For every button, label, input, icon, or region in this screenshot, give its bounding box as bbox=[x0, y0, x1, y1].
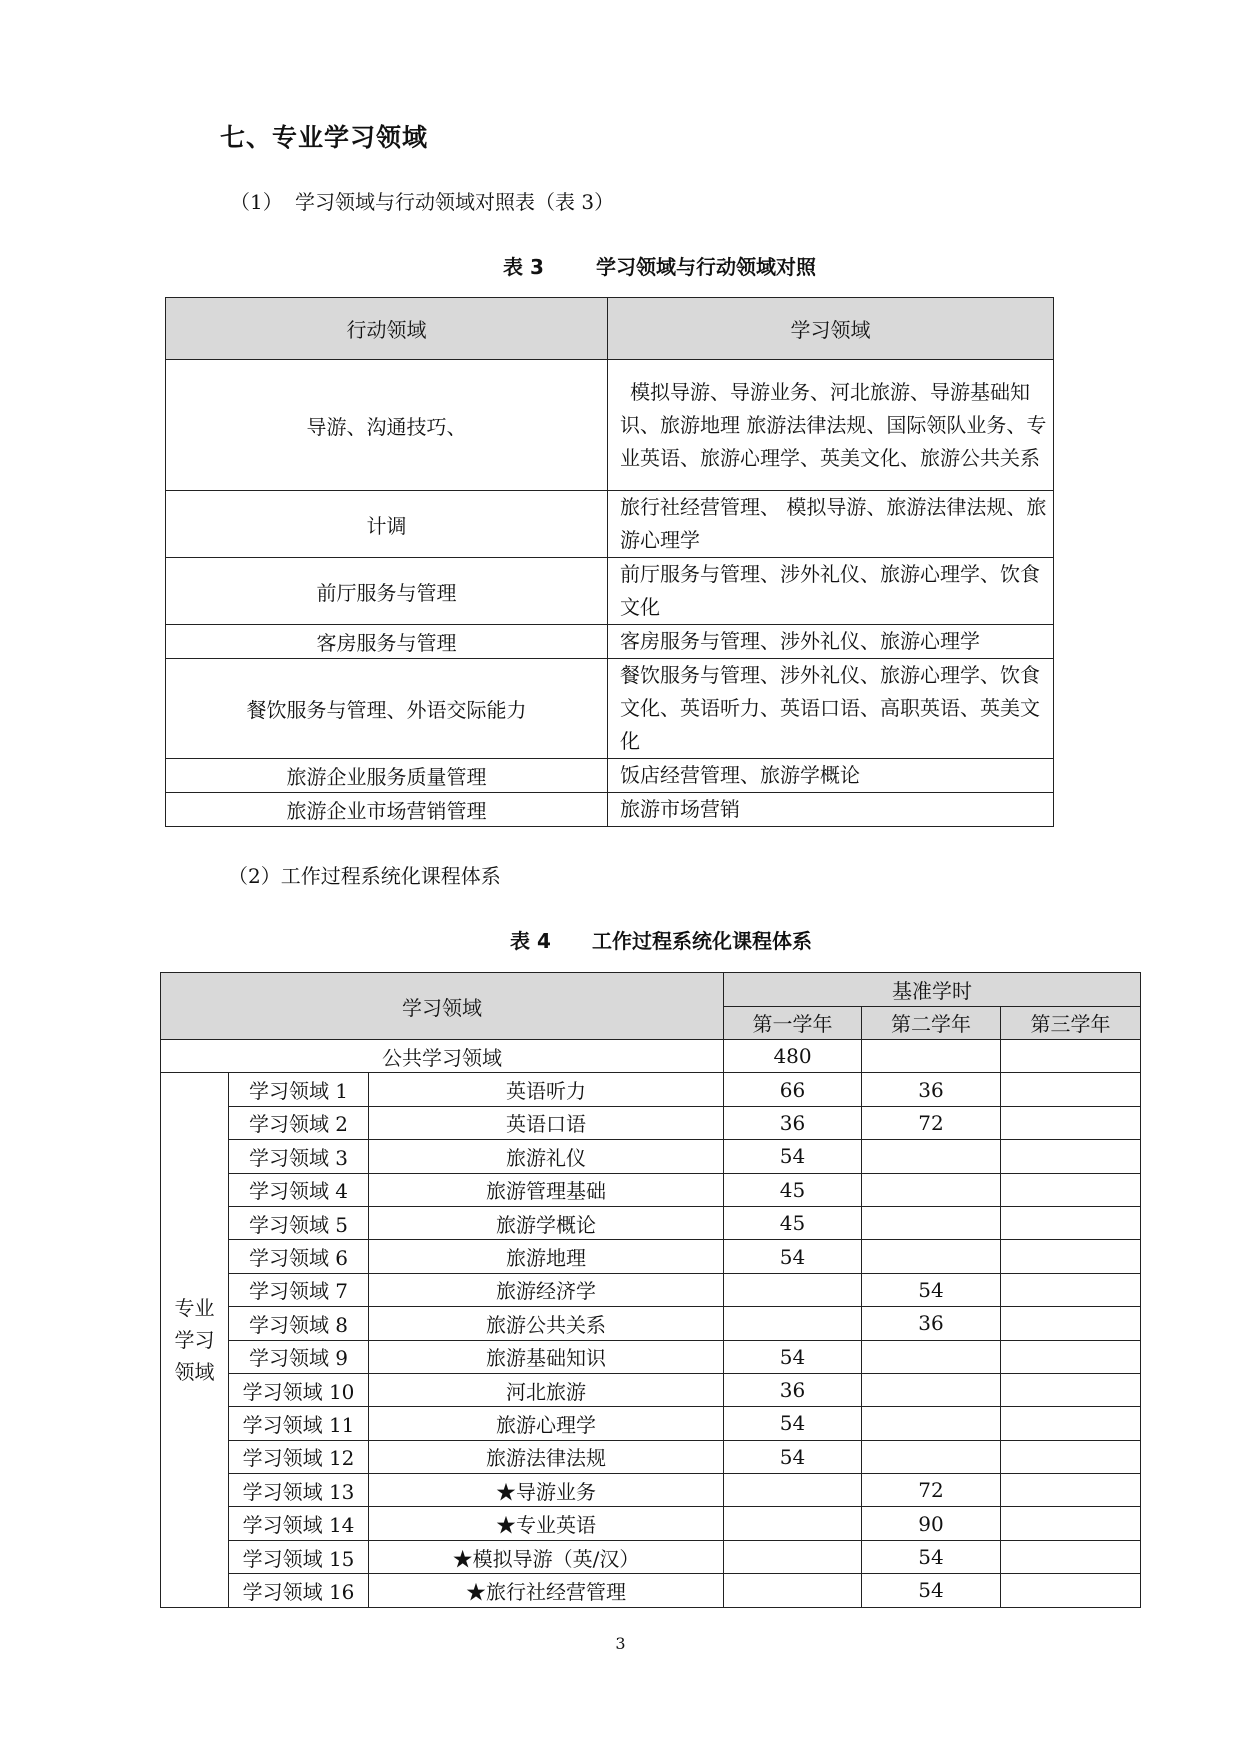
table-row bbox=[161, 1540, 1141, 1573]
hours-year-2 bbox=[862, 1340, 1001, 1373]
table-row bbox=[161, 1507, 1141, 1540]
hours-year-3 bbox=[1001, 1540, 1141, 1573]
learning-area-id: 学习领域 10 bbox=[229, 1373, 369, 1406]
hours-year-3 bbox=[1001, 1240, 1141, 1273]
table4-header-year-1: 第一学年 bbox=[724, 1006, 862, 1040]
table-row bbox=[161, 1340, 1141, 1373]
course-name: ★旅行社经营管理 bbox=[369, 1574, 724, 1607]
hours-year-2 bbox=[862, 1206, 1001, 1239]
table-row bbox=[161, 1106, 1141, 1139]
hours-year-1: 54 bbox=[724, 1240, 862, 1273]
course-name: 旅游管理基础 bbox=[369, 1173, 724, 1206]
table-row bbox=[161, 1407, 1141, 1440]
public-area-label: 公共学习领域 bbox=[161, 1040, 724, 1073]
course-name: 旅游心理学 bbox=[369, 1407, 724, 1440]
hours-year-3 bbox=[1001, 1440, 1141, 1473]
hours-year-3 bbox=[1001, 1474, 1141, 1507]
table-row bbox=[166, 625, 1054, 659]
hours-year-3 bbox=[1001, 1073, 1141, 1106]
hours-year-1: 45 bbox=[724, 1173, 862, 1206]
table-row bbox=[161, 1440, 1141, 1473]
learning-area-id: 学习领域 9 bbox=[229, 1340, 369, 1373]
hours-year-2: 72 bbox=[862, 1106, 1001, 1139]
course-name: ★模拟导游（英/汉） bbox=[369, 1540, 724, 1573]
learning-area-id: 学习领域 14 bbox=[229, 1507, 369, 1540]
action-domain-cell: 导游、沟通技巧、 bbox=[166, 360, 608, 491]
course-name: ★导游业务 bbox=[369, 1474, 724, 1507]
course-name: ★专业英语 bbox=[369, 1507, 724, 1540]
course-name: 旅游地理 bbox=[369, 1240, 724, 1273]
hours-year-3 bbox=[1001, 1106, 1141, 1139]
table4-header-year-2: 第二学年 bbox=[862, 1006, 1001, 1040]
learning-area-id: 学习领域 5 bbox=[229, 1206, 369, 1239]
hours-year-3 bbox=[1001, 1173, 1141, 1206]
hours-year-3 bbox=[1001, 1574, 1141, 1607]
table-row bbox=[161, 1273, 1141, 1306]
table-row bbox=[161, 1574, 1141, 1607]
table-4 bbox=[160, 972, 1141, 1608]
table-row bbox=[161, 1140, 1141, 1173]
hours-year-2: 36 bbox=[862, 1073, 1001, 1106]
hours-year-2: 54 bbox=[862, 1540, 1001, 1573]
hours-year-3 bbox=[1001, 1040, 1141, 1073]
subsection-2-title: （2）工作过程系统化课程体系 bbox=[228, 864, 501, 888]
learning-area-id: 学习领域 15 bbox=[229, 1540, 369, 1573]
hours-year-2 bbox=[862, 1240, 1001, 1273]
hours-year-1: 54 bbox=[724, 1140, 862, 1173]
learning-area-id: 学习领域 2 bbox=[229, 1106, 369, 1139]
professional-area-label bbox=[161, 1073, 229, 1607]
hours-year-2 bbox=[862, 1373, 1001, 1406]
hours-year-1 bbox=[724, 1307, 862, 1340]
course-name: 旅游法律法规 bbox=[369, 1440, 724, 1473]
table4-caption-number: 表 4 bbox=[510, 929, 551, 953]
hours-year-1: 66 bbox=[724, 1073, 862, 1106]
hours-year-2 bbox=[862, 1173, 1001, 1206]
course-name: 旅游礼仪 bbox=[369, 1140, 724, 1173]
section-heading: 七、专业学习领域 bbox=[220, 123, 429, 152]
learning-domain-cell: 前厅服务与管理、涉外礼仪、旅游心理学、饮食文化 bbox=[608, 558, 1054, 625]
learning-domain-cell: 客房服务与管理、涉外礼仪、旅游心理学 bbox=[608, 625, 1054, 659]
table3-header-learning: 学习领域 bbox=[608, 298, 1054, 360]
hours-year-1 bbox=[724, 1273, 862, 1306]
hours-year-1: 36 bbox=[724, 1373, 862, 1406]
hours-year-2: 54 bbox=[862, 1273, 1001, 1306]
learning-area-id: 学习领域 11 bbox=[229, 1407, 369, 1440]
table-row bbox=[166, 659, 1054, 759]
course-name: 英语听力 bbox=[369, 1073, 724, 1106]
learning-area-id: 学习领域 4 bbox=[229, 1173, 369, 1206]
table-row bbox=[161, 1206, 1141, 1239]
hours-year-2 bbox=[862, 1040, 1001, 1073]
hours-year-3 bbox=[1001, 1273, 1141, 1306]
hours-year-3 bbox=[1001, 1140, 1141, 1173]
hours-year-3 bbox=[1001, 1206, 1141, 1239]
table-row bbox=[161, 1040, 1141, 1073]
table-row bbox=[161, 1307, 1141, 1340]
table-row bbox=[161, 1373, 1141, 1406]
hours-year-3 bbox=[1001, 1373, 1141, 1406]
hours-year-3 bbox=[1001, 1340, 1141, 1373]
hours-year-1 bbox=[724, 1574, 862, 1607]
learning-domain-cell: 旅行社经营管理、 模拟导游、旅游法律法规、旅游心理学 bbox=[608, 491, 1054, 558]
subsection-1-number: （1） bbox=[230, 190, 283, 214]
hours-year-1: 54 bbox=[724, 1340, 862, 1373]
table-row bbox=[166, 558, 1054, 625]
learning-area-id: 学习领域 8 bbox=[229, 1307, 369, 1340]
hours-year-3 bbox=[1001, 1507, 1141, 1540]
learning-area-id: 学习领域 6 bbox=[229, 1240, 369, 1273]
table3-caption-number: 表 3 bbox=[503, 255, 544, 279]
hours-year-2 bbox=[862, 1440, 1001, 1473]
hours-year-2: 90 bbox=[862, 1507, 1001, 1540]
action-domain-cell: 旅游企业市场营销管理 bbox=[166, 793, 608, 827]
hours-year-2 bbox=[862, 1407, 1001, 1440]
table-row bbox=[166, 360, 1054, 491]
group-label-line: 专业 bbox=[174, 1296, 215, 1321]
course-name: 旅游学概论 bbox=[369, 1206, 724, 1239]
table4-header-hours: 基准学时 bbox=[724, 973, 1141, 1007]
table-3 bbox=[165, 297, 1054, 827]
table4-header-area: 学习领域 bbox=[161, 973, 724, 1040]
hours-year-1: 45 bbox=[724, 1206, 862, 1239]
learning-domain-cell: 饭店经营管理、旅游学概论 bbox=[608, 759, 1054, 793]
hours-year-1: 480 bbox=[724, 1040, 862, 1073]
learning-area-id: 学习领域 1 bbox=[229, 1073, 369, 1106]
course-name: 旅游公共关系 bbox=[369, 1307, 724, 1340]
table4-caption-title: 工作过程系统化课程体系 bbox=[592, 929, 812, 953]
hours-year-1: 54 bbox=[724, 1440, 862, 1473]
table-row bbox=[166, 491, 1054, 558]
learning-domain-cell: 餐饮服务与管理、涉外礼仪、旅游心理学、饮食文化、英语听力、英语口语、高职英语、英美文化 bbox=[608, 659, 1054, 759]
hours-year-1 bbox=[724, 1540, 862, 1573]
learning-area-id: 学习领域 7 bbox=[229, 1273, 369, 1306]
course-name: 英语口语 bbox=[369, 1106, 724, 1139]
learning-domain-cell: 旅游市场营销 bbox=[608, 793, 1054, 827]
table-row bbox=[161, 1073, 1141, 1106]
hours-year-1: 54 bbox=[724, 1407, 862, 1440]
hours-year-3 bbox=[1001, 1407, 1141, 1440]
hours-year-3 bbox=[1001, 1307, 1141, 1340]
hours-year-1 bbox=[724, 1507, 862, 1540]
table-row bbox=[161, 1240, 1141, 1273]
action-domain-cell: 前厅服务与管理 bbox=[166, 558, 608, 625]
page-number: 3 bbox=[615, 1634, 626, 1653]
hours-year-2: 36 bbox=[862, 1307, 1001, 1340]
hours-year-1 bbox=[724, 1474, 862, 1507]
action-domain-cell: 餐饮服务与管理、外语交际能力 bbox=[166, 659, 608, 759]
subsection-1-title: 学习领域与行动领域对照表（表 3） bbox=[295, 190, 615, 214]
hours-year-2: 54 bbox=[862, 1574, 1001, 1607]
group-label-line: 领域 bbox=[174, 1360, 215, 1385]
course-name: 河北旅游 bbox=[369, 1373, 724, 1406]
learning-area-id: 学习领域 16 bbox=[229, 1574, 369, 1607]
table-row bbox=[166, 759, 1054, 793]
learning-domain-cell: 模拟导游、导游业务、河北旅游、导游基础知识、旅游地理 旅游法律法规、国际领队业务、专业英语、旅游心理学、英美文化、旅游公共关系 bbox=[608, 360, 1054, 491]
table3-header-action: 行动领域 bbox=[166, 298, 608, 360]
hours-year-2: 72 bbox=[862, 1474, 1001, 1507]
hours-year-2 bbox=[862, 1140, 1001, 1173]
learning-area-id: 学习领域 3 bbox=[229, 1140, 369, 1173]
hours-year-1: 36 bbox=[724, 1106, 862, 1139]
table-row bbox=[161, 1474, 1141, 1507]
table-row bbox=[161, 1173, 1141, 1206]
table-row bbox=[166, 793, 1054, 827]
group-label-line: 学习 bbox=[174, 1328, 215, 1353]
table3-caption-title: 学习领域与行动领域对照 bbox=[596, 255, 816, 279]
action-domain-cell: 客房服务与管理 bbox=[166, 625, 608, 659]
learning-area-id: 学习领域 13 bbox=[229, 1474, 369, 1507]
course-name: 旅游经济学 bbox=[369, 1273, 724, 1306]
learning-area-id: 学习领域 12 bbox=[229, 1440, 369, 1473]
action-domain-cell: 旅游企业服务质量管理 bbox=[166, 759, 608, 793]
course-name: 旅游基础知识 bbox=[369, 1340, 724, 1373]
action-domain-cell: 计调 bbox=[166, 491, 608, 558]
table4-header-year-3: 第三学年 bbox=[1001, 1006, 1141, 1040]
